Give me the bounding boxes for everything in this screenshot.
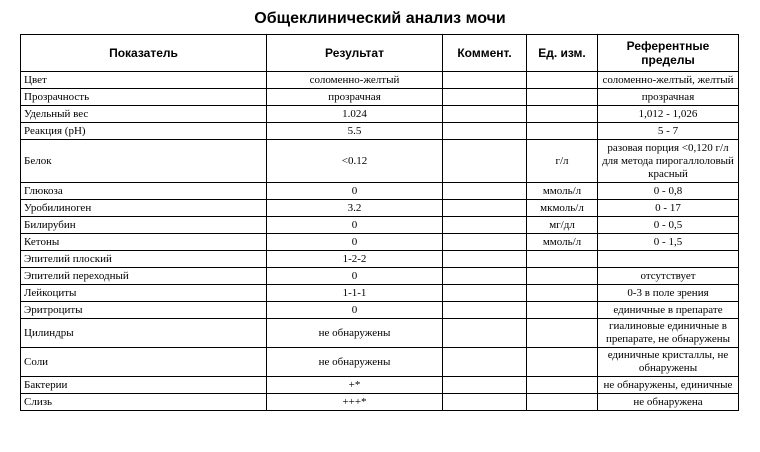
row-unit — [527, 285, 598, 302]
row-result: 1.024 — [267, 106, 443, 123]
page-title: Общеклинический анализ мочи — [254, 10, 506, 27]
row-unit — [527, 72, 598, 89]
row-reference: гиалиновые единичные в препарате, не обнаружены — [598, 319, 739, 348]
header-indicator: Показатель — [21, 35, 267, 72]
row-comment — [443, 72, 527, 89]
row-reference: отсутствует — [598, 268, 739, 285]
row-unit — [527, 123, 598, 140]
row-reference: 0 - 0,5 — [598, 217, 739, 234]
row-name: Кетоны — [21, 234, 267, 251]
row-unit: мг/дл — [527, 217, 598, 234]
urinalysis-table — [20, 34, 739, 411]
table-row — [21, 302, 739, 319]
row-unit — [527, 394, 598, 411]
row-name: Эпителий плоский — [21, 251, 267, 268]
row-comment — [443, 183, 527, 200]
row-result: соломенно-желтый — [267, 72, 443, 89]
row-unit — [527, 319, 598, 348]
row-result: 0 — [267, 217, 443, 234]
row-unit: г/л — [527, 140, 598, 183]
row-result: прозрачная — [267, 89, 443, 106]
row-result: <0.12 — [267, 140, 443, 183]
row-result: 0 — [267, 234, 443, 251]
row-result: 5.5 — [267, 123, 443, 140]
row-result: 0 — [267, 302, 443, 319]
row-reference: единичные в препарате — [598, 302, 739, 319]
row-reference: 1,012 - 1,026 — [598, 106, 739, 123]
table-row — [21, 217, 739, 234]
row-unit: ммоль/л — [527, 234, 598, 251]
header-unit: Ед. изм. — [527, 35, 598, 72]
row-reference: разовая порция <0,120 г/л для метода пирогаллоловый красный — [598, 140, 739, 183]
row-comment — [443, 217, 527, 234]
row-name: Глюкоза — [21, 183, 267, 200]
row-result: +++* — [267, 394, 443, 411]
row-unit: мкмоль/л — [527, 200, 598, 217]
row-reference: 0-3 в поле зрения — [598, 285, 739, 302]
table-row — [21, 234, 739, 251]
table-row — [21, 394, 739, 411]
row-reference: 0 - 17 — [598, 200, 739, 217]
table-row — [21, 285, 739, 302]
row-result: не обнаружены — [267, 348, 443, 377]
row-comment — [443, 285, 527, 302]
row-unit — [527, 268, 598, 285]
table-row — [21, 319, 739, 348]
row-reference: не обнаружены, единичные — [598, 377, 739, 394]
row-reference: 0 - 1,5 — [598, 234, 739, 251]
row-name: Цвет — [21, 72, 267, 89]
row-name: Уробилиноген — [21, 200, 267, 217]
row-name: Эритроциты — [21, 302, 267, 319]
table-row — [21, 89, 739, 106]
table-row — [21, 106, 739, 123]
table-row — [21, 251, 739, 268]
row-comment — [443, 348, 527, 377]
header-result: Результат — [267, 35, 443, 72]
row-comment — [443, 89, 527, 106]
row-unit — [527, 377, 598, 394]
row-name: Эпителий переходный — [21, 268, 267, 285]
row-comment — [443, 319, 527, 348]
table-row — [21, 377, 739, 394]
row-result: 0 — [267, 183, 443, 200]
row-reference: 5 - 7 — [598, 123, 739, 140]
row-comment — [443, 234, 527, 251]
row-comment — [443, 140, 527, 183]
row-reference: не обнаружена — [598, 394, 739, 411]
row-name: Лейкоциты — [21, 285, 267, 302]
row-result: не обнаружены — [267, 319, 443, 348]
row-comment — [443, 268, 527, 285]
table-header-row — [21, 35, 739, 72]
table-row — [21, 72, 739, 89]
row-comment — [443, 106, 527, 123]
row-comment — [443, 394, 527, 411]
row-reference: единичные кристаллы, не обнаружены — [598, 348, 739, 377]
row-result: 0 — [267, 268, 443, 285]
row-name: Слизь — [21, 394, 267, 411]
table-row — [21, 200, 739, 217]
row-result: 1-2-2 — [267, 251, 443, 268]
header-comment: Коммент. — [443, 35, 527, 72]
table-row — [21, 348, 739, 377]
row-result: 1-1-1 — [267, 285, 443, 302]
row-unit — [527, 348, 598, 377]
row-comment — [443, 302, 527, 319]
row-unit — [527, 89, 598, 106]
row-name: Билирубин — [21, 217, 267, 234]
row-unit — [527, 106, 598, 123]
row-name: Прозрачность — [21, 89, 267, 106]
row-comment — [443, 200, 527, 217]
row-name: Белок — [21, 140, 267, 183]
row-name: Удельный вес — [21, 106, 267, 123]
row-unit — [527, 251, 598, 268]
row-unit — [527, 302, 598, 319]
row-name: Реакция (pH) — [21, 123, 267, 140]
row-comment — [443, 123, 527, 140]
row-reference — [598, 251, 739, 268]
table-row — [21, 183, 739, 200]
table-row — [21, 123, 739, 140]
row-reference: 0 - 0,8 — [598, 183, 739, 200]
row-comment — [443, 377, 527, 394]
row-unit: ммоль/л — [527, 183, 598, 200]
row-name: Цилиндры — [21, 319, 267, 348]
row-result: +* — [267, 377, 443, 394]
row-name: Соли — [21, 348, 267, 377]
header-reference: Референтные пределы — [598, 35, 739, 72]
row-result: 3.2 — [267, 200, 443, 217]
table-row — [21, 140, 739, 183]
row-reference: соломенно-желтый, желтый — [598, 72, 739, 89]
row-comment — [443, 251, 527, 268]
row-name: Бактерии — [21, 377, 267, 394]
table-row — [21, 268, 739, 285]
row-reference: прозрачная — [598, 89, 739, 106]
